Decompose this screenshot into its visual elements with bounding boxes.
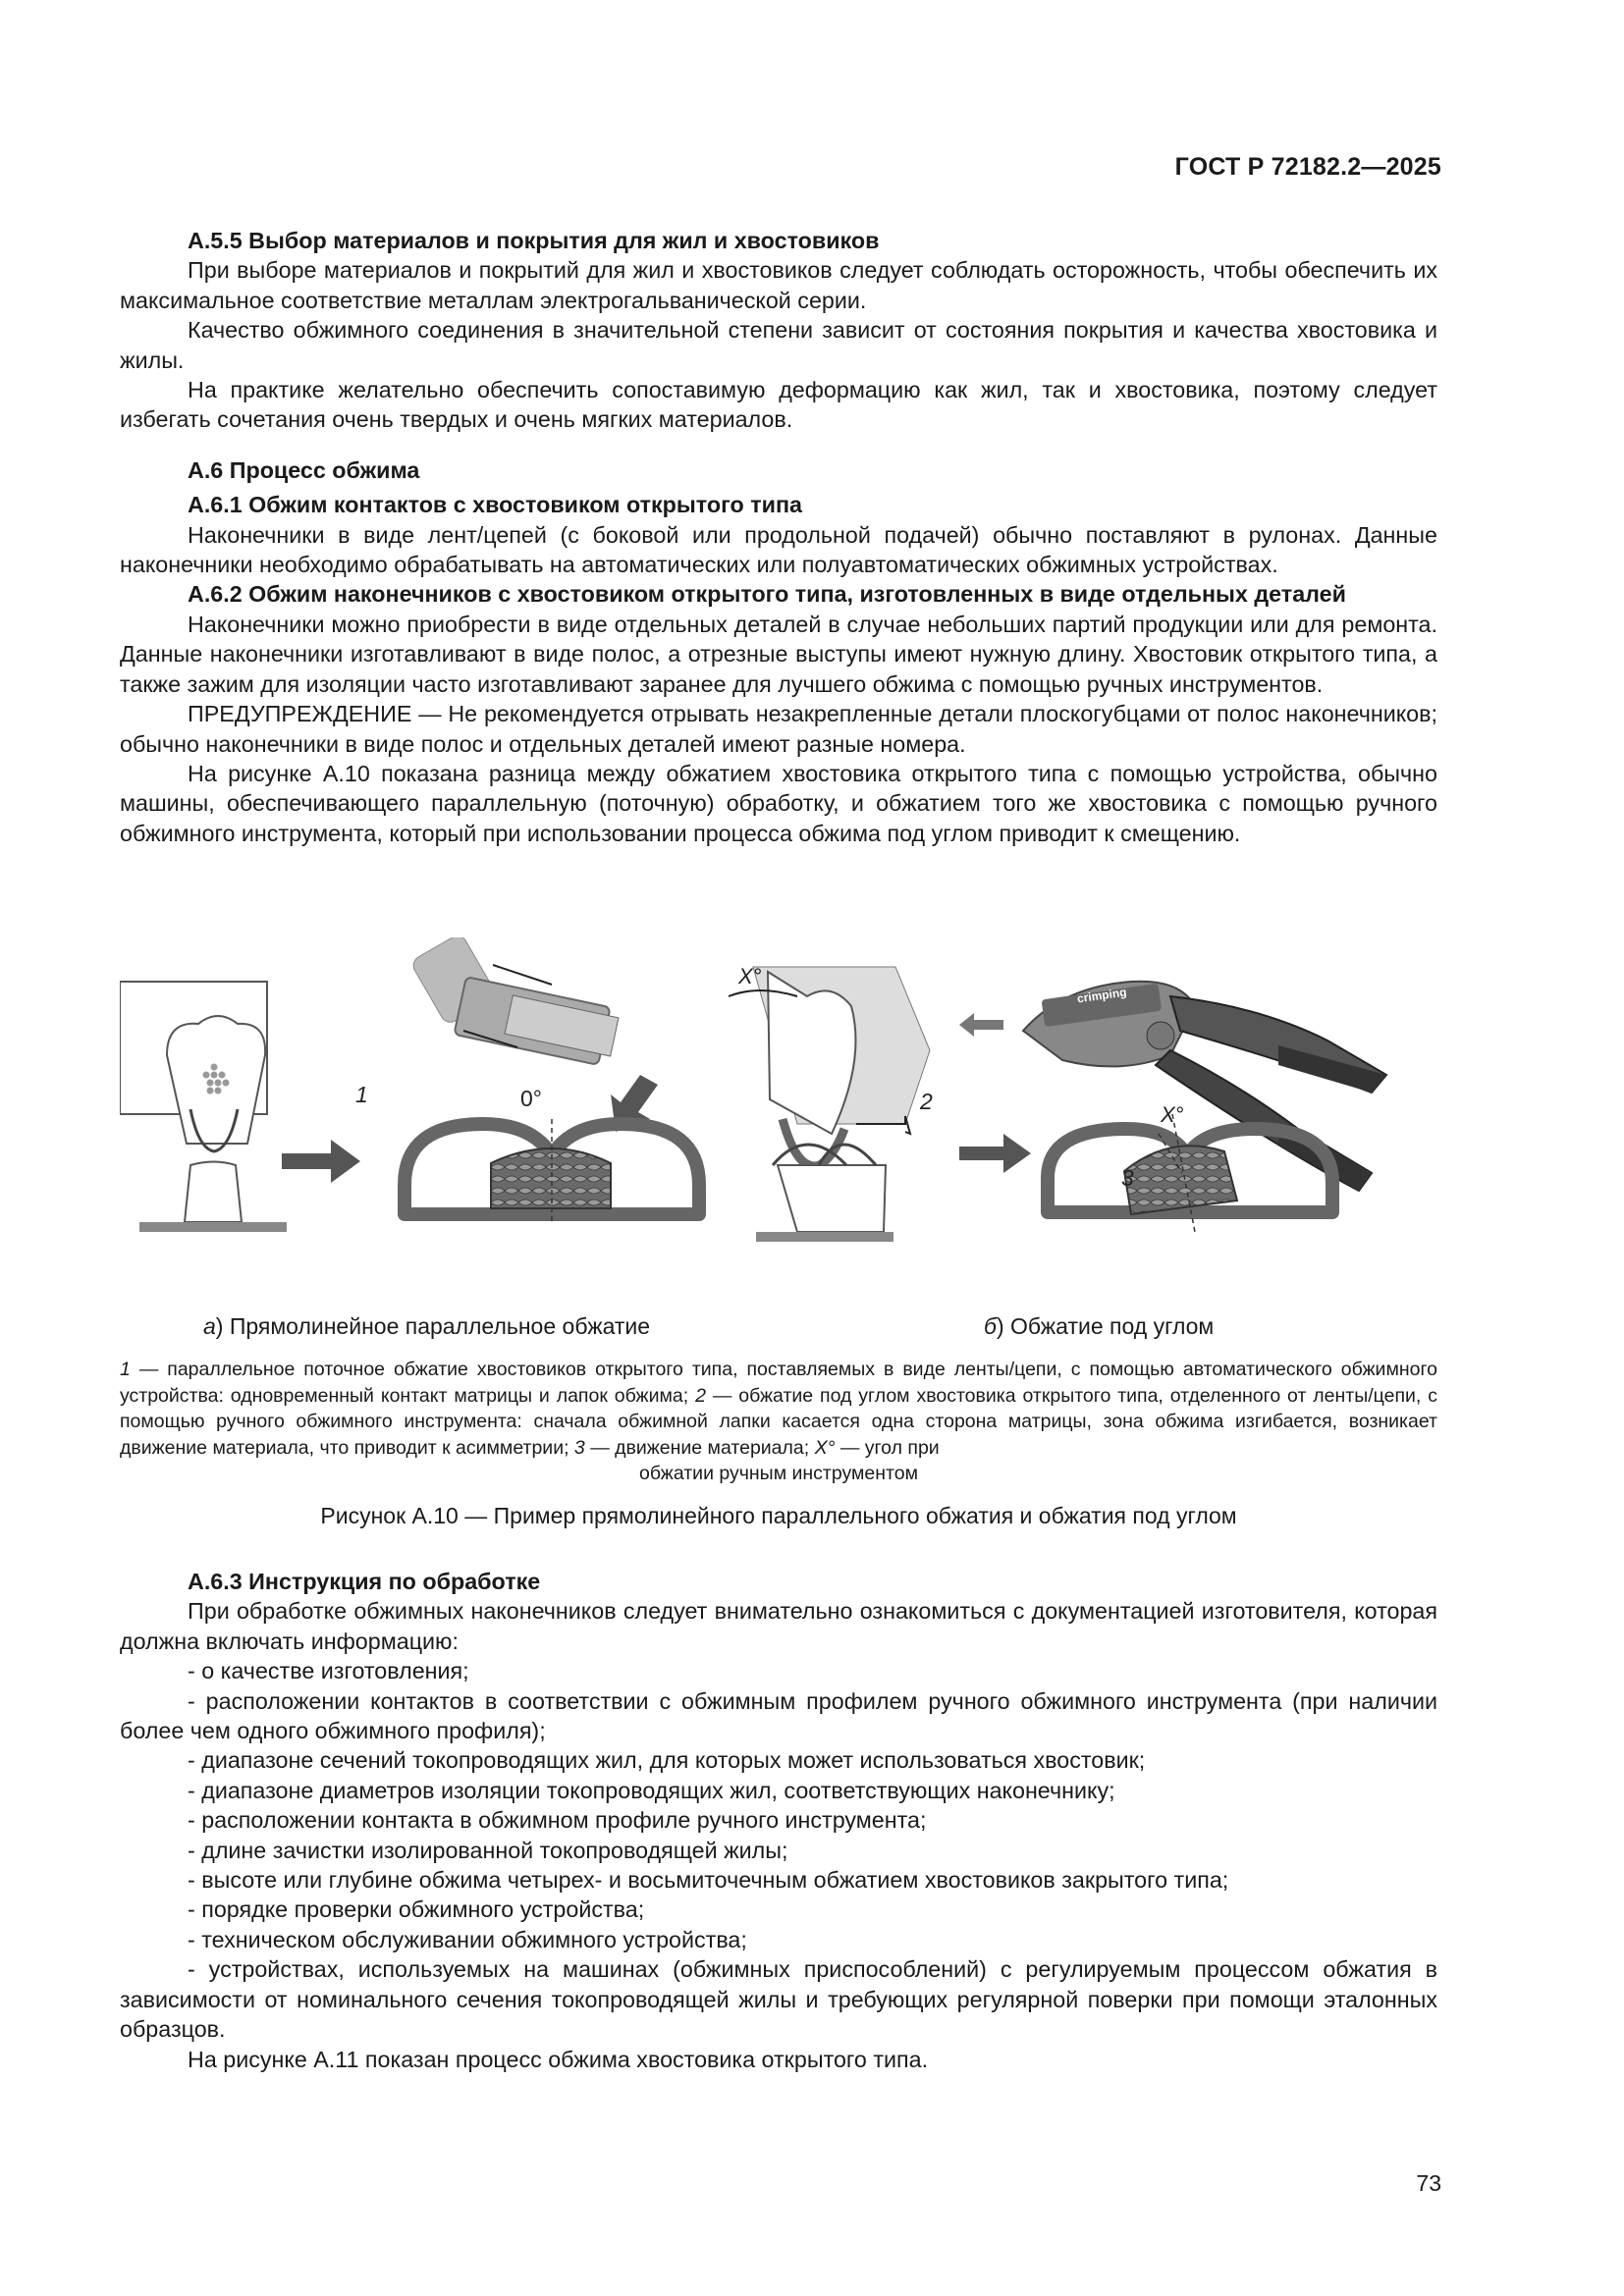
legend-x-angle: X°	[814, 1436, 836, 1459]
legend-num-2: 2	[695, 1384, 706, 1407]
paragraph: Качество обжимного соединения в значительной степени зависит от состояния покрытия и качества хвостовика и жилы.	[120, 317, 1437, 373]
caption-b-letter: б	[984, 1313, 997, 1339]
caption-a-text: ) Прямолинейное параллельное обжатие	[215, 1313, 651, 1339]
list-item: - диапазоне сечений токопроводящих жил, для которых может использоваться хвостовик;	[188, 1747, 1146, 1774]
section-title-a61: А.6.1 Обжим контактов с хвостовиком открытого типа	[188, 492, 802, 518]
list-item: - расположении контактов в соответствии с обжимным профилем ручного обжимного инструмента (при наличии более чем одного обжимного профиля);	[120, 1687, 1437, 1744]
list-item: - о качестве изготовления;	[188, 1658, 469, 1684]
list-item: - диапазоне диаметров изоляции токопроводящих жил, соответствующих наконечнику;	[188, 1777, 1115, 1803]
legend-last-line: обжатии ручным инструментом	[638, 1463, 919, 1484]
figure-label-1: 1	[355, 1082, 368, 1107]
legend-text-3: — движение материала;	[584, 1436, 815, 1459]
paragraph: При выборе материалов и покрытий для жил и хвостовиков следует соблюдать осторожность, чтобы обеспечить их максимальное соответствие металлам электрогальванической серии.	[120, 257, 1437, 313]
die-illustration-b	[753, 967, 930, 1242]
legend-num-3: 3	[573, 1436, 585, 1459]
figure-label-2: 2	[920, 1089, 933, 1114]
crimp-profile-b	[1048, 1114, 1332, 1232]
section-title-a63: А.6.3 Инструкция по обработке	[188, 1569, 541, 1594]
paragraph: Наконечники в виде лент/цепей (с боковой или продольной подачей) обычно поставляют в рулонах. Данные наконечники необходимо обрабатывать на автоматических или полуавтоматических обжимных устройствах.	[120, 521, 1437, 578]
lower-text-block	[120, 1567, 1437, 2074]
caption-b	[984, 1313, 1214, 1340]
section-title-a6: А.6 Процесс обжима	[188, 456, 420, 483]
list-item: - высоте или глубине обжима четырех- и восьмиточечным обжатием хвостовиков закрытого типа;	[188, 1867, 1229, 1894]
die-illustration-a	[120, 982, 287, 1232]
caption-a	[203, 1313, 650, 1340]
legend-text-2: — обжатие под углом хвостовика открытого типа, отделенного от ленты/цепи, с помощью ручного обжимного инструмента: сначала обжимной лапки касается одна сторона матрицы, зона обжима изгибается, возникает движение материала, что приводит к асимметрии;	[120, 1384, 1437, 1459]
arrow-right-icon	[282, 1140, 360, 1183]
figure-a10-drawing	[120, 937, 1437, 1310]
crimp-profile-a	[405, 1119, 699, 1222]
section-title-a62: А.6.2 Обжим наконечников с хвостовиком открытого типа, изготовленных в виде отдельных деталей	[188, 581, 1346, 608]
figure-legend	[120, 1357, 1437, 1487]
list-item: - расположении контакта в обжимном профиле ручного инструмента;	[188, 1807, 927, 1834]
figure-label-xdeg-bottom: X°	[1161, 1102, 1184, 1127]
arrow-left-icon	[959, 1013, 1003, 1037]
paragraph: При обработке обжимных наконечников следует внимательно ознакомиться с документацией изготовителя, которая должна включать информацию:	[120, 1598, 1437, 1654]
legend-text-4: — угол при	[835, 1436, 940, 1459]
list-item: - длине зачистки изолированной токопроводящей жилы;	[188, 1837, 788, 1863]
list-item: - порядке проверки обжимного устройства;	[188, 1896, 645, 1923]
page-number: 73	[1416, 2170, 1441, 2196]
figure-a10	[120, 937, 1437, 1310]
figure-label-xdeg-top: X°	[738, 964, 762, 988]
list-item: - устройствах, используемых на машинах (обжимных приспособлений) с регулируемым процессом обжатия в зависимости от номинального сечения токопроводящей жилы и требующих регулярной поверки при помощи эталонных образцов.	[120, 1956, 1437, 2043]
legend-num-1: 1	[120, 1359, 131, 1380]
figure-label-3: 3	[1121, 1165, 1134, 1191]
warning-paragraph: ПРЕДУПРЕЖДЕНИЕ — Не рекомендуется отрывать незакрепленные детали плоскогубцами от полос наконечников; обычно наконечники в виде полос и отдельных деталей имеют разные номера.	[120, 701, 1437, 757]
figure-label-0deg: 0°	[520, 1086, 542, 1111]
document-id-header: ГОСТ Р 72182.2—2025	[1174, 153, 1441, 181]
section-title-a55: А.5.5 Выбор материалов и покрытия для жил и хвостовиков	[188, 228, 880, 253]
caption-b-text: ) Обжатие под углом	[996, 1313, 1215, 1339]
terminal-photo-a	[410, 937, 619, 1065]
paragraph: Наконечники можно приобрести в виде отдельных деталей в случае небольших партий продукции или для ремонта. Данные наконечники изготавливают в виде полос, а отрезные выступы имеют нужную длину. Хвостовик открытого типа, а также зажим для изоляции часто изготавливают заранее для лучшего обжима с помощью ручных инструментов.	[120, 611, 1437, 697]
caption-a-letter: а	[203, 1313, 216, 1339]
upper-text-block	[120, 226, 1437, 848]
tool-brand-label: crimping	[1076, 985, 1128, 1006]
arrow-right-icon	[959, 1134, 1031, 1173]
legend-text-1: — параллельное поточное обжатие хвостовиков открытого типа, поставляемых в виде ленты/цепи, с помощью автоматического обжимного устройства: одновременный контакт матрицы и лапок обжима;	[120, 1359, 1437, 1407]
figure-title: Рисунок А.10 — Пример прямолинейного параллельного обжатия и обжатия под углом	[320, 1503, 1237, 1528]
list-item: - техническом обслуживании обжимного устройства;	[188, 1926, 747, 1952]
paragraph: На рисунке А.11 показан процесс обжима хвостовика открытого типа.	[188, 2046, 929, 2072]
paragraph: На рисунке А.10 показана разница между обжатием хвостовика открытого типа с помощью устройства, обычно машины, обеспечивающего параллельную (поточную) обработку, и обжатием того же хвостовика с помощью ручного обжимного инструмента, который при использовании процесса обжима под углом приводит к смещению.	[120, 760, 1437, 846]
paragraph: На практике желательно обеспечить сопоставимую деформацию как жил, так и хвостовика, поэтому следует избегать сочетания очень твердых и очень мягких материалов.	[120, 377, 1437, 433]
